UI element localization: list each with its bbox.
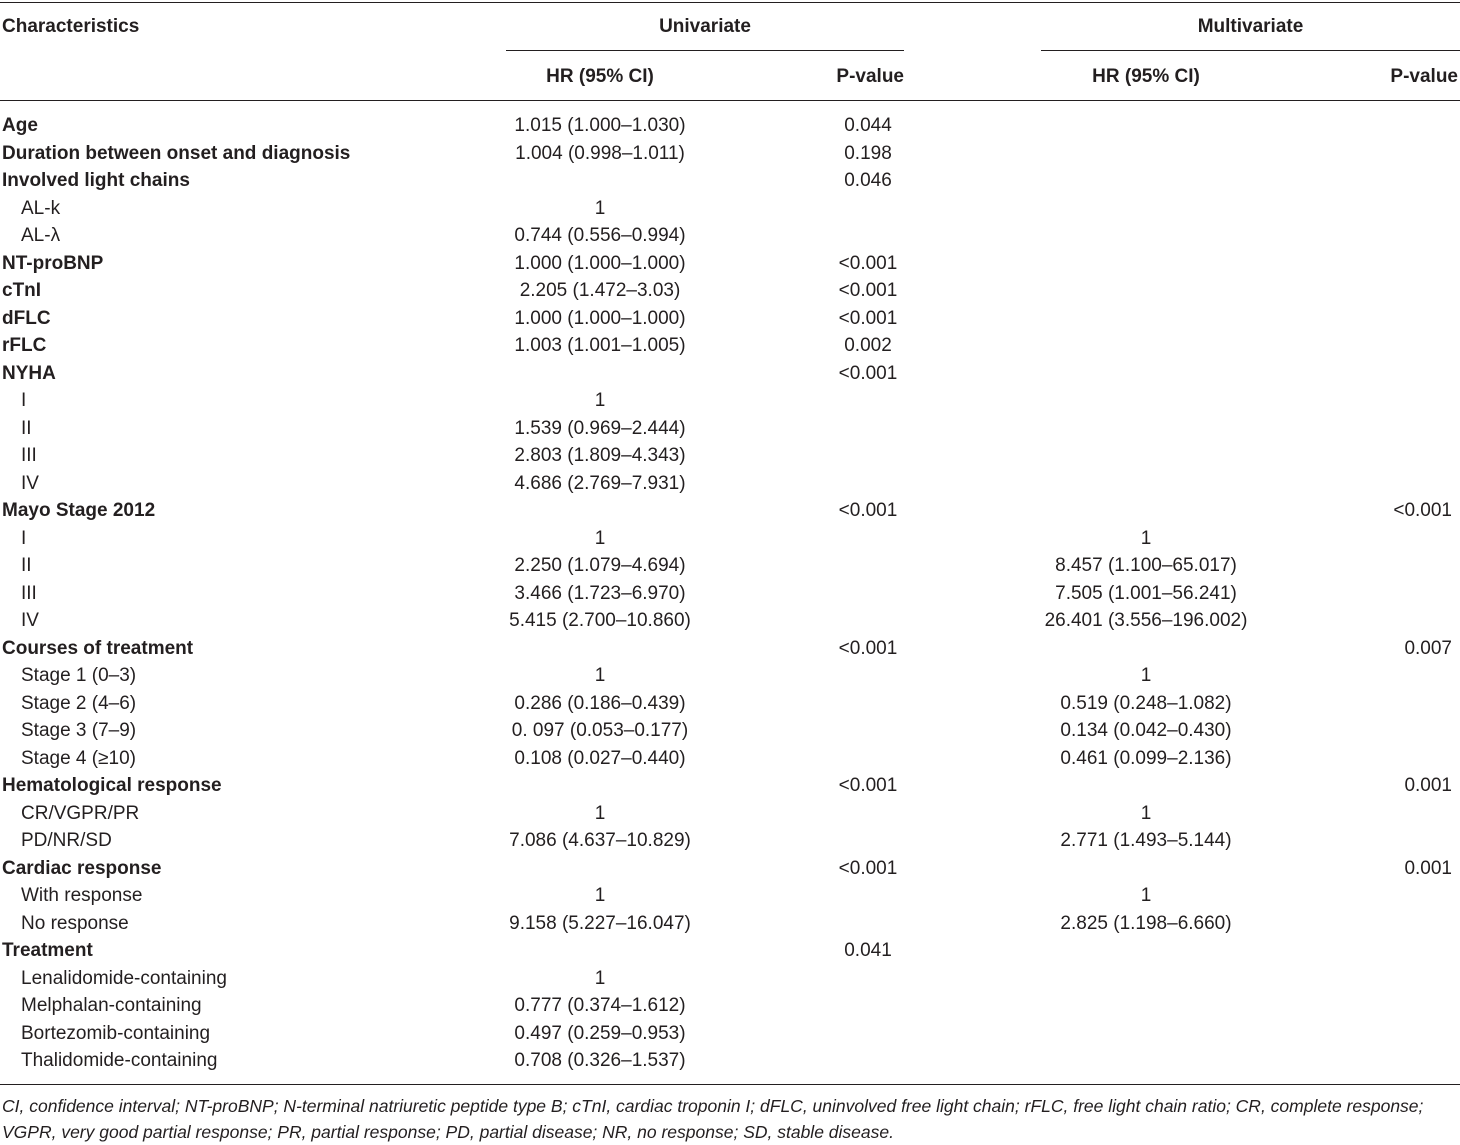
- row-label: With response: [21, 885, 143, 906]
- table-row: [0, 827, 1460, 855]
- table-row: [0, 195, 1460, 223]
- univariate-p-cell: 0.198: [844, 142, 892, 164]
- univariate-hr-cell: 1.000 (1.000–1.000): [514, 252, 686, 274]
- univariate-hr-cell: 5.415 (2.700–10.860): [509, 610, 691, 631]
- univariate-p-cell: <0.001: [838, 252, 898, 274]
- row-label: PD/NR/SD: [21, 830, 112, 851]
- table-row: [0, 1020, 1460, 1048]
- table-row: [0, 635, 1460, 663]
- univariate-hr-cell: 3.466 (1.723–6.970): [514, 582, 686, 604]
- multivariate-hr-cell: 0.134 (0.042–0.430): [1060, 720, 1232, 741]
- row-label: II: [21, 555, 32, 576]
- table-row: [0, 525, 1460, 553]
- univariate-hr-cell: 1.539 (0.969–2.444): [514, 417, 686, 439]
- univariate-p-cell: <0.001: [838, 307, 898, 329]
- table-row: [0, 442, 1460, 470]
- univariate-hr-cell: 0.286 (0.186–0.439): [514, 692, 686, 714]
- univariate-hr-cell: 1: [594, 967, 606, 989]
- table-row: [0, 332, 1460, 360]
- univariate-hr-cell: 0.777 (0.374–1.612): [514, 995, 686, 1016]
- univariate-p-cell: <0.001: [838, 280, 898, 301]
- table-row: [0, 800, 1460, 828]
- table-footnote: CI, confidence interval; NT-proBNP; N-terminal natriuretic peptide type B; cTnI, cardiac troponin I; dFLC, uninvolved free light chain; rFLC, free light chain ratio; CR, complete response; VGPR, very good partial response; PR, partial response; PD, partial disease; NR, no response; SD, stable disease.: [2, 1096, 1424, 1142]
- row-label: III: [21, 445, 37, 466]
- table-row: [0, 607, 1460, 635]
- univariate-hr-cell: 1.015 (1.000–1.030): [514, 115, 686, 136]
- univariate-hr-cell: 0.497 (0.259–0.953): [514, 1022, 686, 1044]
- row-label: I: [21, 527, 27, 549]
- univariate-hr-cell: 1: [594, 665, 606, 686]
- univariate-hr-cell: 0.708 (0.326–1.537): [514, 1050, 686, 1071]
- table-row: [0, 470, 1460, 498]
- row-label: Thalidomide-containing: [21, 1050, 218, 1071]
- row-label: Lenalidomide-containing: [21, 967, 227, 989]
- table-row: [0, 305, 1460, 333]
- univariate-hr-cell: 2.250 (1.079–4.694): [514, 555, 686, 576]
- univariate-hr-cell: 1: [594, 802, 606, 824]
- row-label: dFLC: [2, 307, 51, 329]
- univariate-hr-cell: 1.000 (1.000–1.000): [514, 307, 686, 329]
- table-row: [0, 112, 1460, 140]
- table-row: [0, 992, 1460, 1020]
- univariate-hr-cell: 0. 097 (0.053–0.177): [511, 720, 689, 741]
- univariate-hr-cell: 1: [594, 197, 606, 219]
- univariate-p-cell: <0.001: [838, 362, 898, 384]
- table-row: [0, 360, 1460, 388]
- multivariate-hr-cell: 0.461 (0.099–2.136): [1060, 747, 1232, 769]
- univariate-hr-cell: 4.686 (2.769–7.931): [514, 472, 686, 494]
- row-label: NT-proBNP: [2, 252, 104, 274]
- univariate-p-cell: <0.001: [838, 857, 898, 879]
- table-row: [0, 662, 1460, 690]
- multivariate-span-rule: [1041, 50, 1460, 51]
- row-label: CR/VGPR/PR: [21, 802, 140, 824]
- table-row: [0, 277, 1460, 305]
- row-label: Hematological response: [2, 775, 222, 796]
- header-multivariate: Multivariate: [1197, 16, 1304, 37]
- table-bottom-rule: [0, 1084, 1460, 1085]
- header-characteristics: Characteristics: [2, 16, 140, 37]
- header-multivariate-hr: HR (95% CI): [1092, 66, 1200, 87]
- univariate-hr-cell: 2.803 (1.809–4.343): [514, 445, 686, 466]
- multivariate-p-cell: 0.007: [1404, 637, 1452, 659]
- row-label: Duration between onset and diagnosis: [2, 142, 351, 164]
- univariate-p-cell: 0.041: [844, 940, 892, 961]
- row-label: II: [21, 417, 32, 439]
- table-row: [0, 222, 1460, 250]
- table-row: [0, 250, 1460, 278]
- header-multivariate-p: P-value: [1390, 66, 1458, 87]
- table-row: [0, 855, 1460, 883]
- table-row: [0, 772, 1460, 800]
- row-label: Stage 1 (0–3): [21, 665, 137, 686]
- univariate-hr-cell: 1.004 (0.998–1.011): [515, 142, 685, 164]
- multivariate-hr-cell: 1: [1140, 527, 1152, 549]
- row-label: I: [21, 390, 27, 411]
- univariate-hr-cell: 0.108 (0.027–0.440): [514, 747, 686, 769]
- multivariate-p-cell: <0.001: [1393, 500, 1452, 521]
- table-row: [0, 910, 1460, 938]
- table-row: [0, 497, 1460, 525]
- table-row: [0, 882, 1460, 910]
- univariate-p-cell: 0.046: [844, 170, 892, 191]
- row-label: cTnI: [2, 280, 42, 301]
- multivariate-hr-cell: 2.771 (1.493–5.144): [1060, 830, 1232, 851]
- univariate-p-cell: <0.001: [838, 637, 898, 659]
- univariate-p-cell: <0.001: [838, 775, 898, 796]
- row-label: Age: [2, 115, 38, 136]
- row-label: AL-λ: [21, 225, 61, 246]
- table-top-rule: [0, 2, 1460, 3]
- row-label: Stage 4 (≥10): [21, 747, 136, 769]
- table-row: [0, 717, 1460, 745]
- row-label: No response: [21, 912, 129, 934]
- table-row: [0, 580, 1460, 608]
- row-label: rFLC: [2, 335, 47, 356]
- multivariate-p-cell: 0.001: [1404, 857, 1452, 879]
- multivariate-hr-cell: 2.825 (1.198–6.660): [1060, 912, 1232, 934]
- univariate-p-cell: <0.001: [838, 500, 898, 521]
- table-row: [0, 552, 1460, 580]
- univariate-hr-cell: 7.086 (4.637–10.829): [509, 830, 691, 851]
- row-label: IV: [21, 472, 39, 494]
- table-row: [0, 415, 1460, 443]
- row-label: Stage 2 (4–6): [21, 692, 137, 714]
- header-bottom-rule: [0, 100, 1460, 101]
- multivariate-p-cell: 0.001: [1404, 775, 1452, 796]
- row-label: NYHA: [2, 362, 56, 384]
- multivariate-hr-cell: 1: [1140, 665, 1152, 686]
- row-label: Bortezomib-containing: [21, 1022, 211, 1044]
- univariate-hr-cell: 1: [594, 390, 606, 411]
- multivariate-hr-cell: 1: [1140, 802, 1152, 824]
- table-row: [0, 690, 1460, 718]
- row-label: Stage 3 (7–9): [21, 720, 137, 741]
- univariate-p-cell: 0.044: [844, 115, 892, 136]
- univariate-hr-cell: 2.205 (1.472–3.03): [519, 280, 681, 301]
- row-label: Melphalan-containing: [21, 995, 202, 1016]
- univariate-hr-cell: 9.158 (5.227–16.047): [509, 912, 691, 934]
- header-univariate-hr: HR (95% CI): [546, 66, 654, 87]
- univariate-hr-cell: 1.003 (1.001–1.005): [514, 335, 686, 356]
- header-univariate: Univariate: [659, 16, 751, 37]
- row-label: Treatment: [2, 940, 93, 961]
- univariate-hr-cell: 0.744 (0.556–0.994): [514, 225, 686, 246]
- table-row: [0, 745, 1460, 773]
- row-label: IV: [21, 610, 39, 631]
- univariate-span-rule: [506, 50, 904, 51]
- header-univariate-p: P-value: [836, 66, 904, 87]
- row-label: Mayo Stage 2012: [2, 500, 156, 521]
- row-label: AL-k: [21, 197, 61, 219]
- table-row: [0, 937, 1460, 965]
- row-label: Cardiac response: [2, 857, 162, 879]
- table-row: [0, 167, 1460, 195]
- row-label: III: [21, 582, 37, 604]
- univariate-p-cell: 0.002: [844, 335, 892, 356]
- table-row: [0, 140, 1460, 168]
- multivariate-hr-cell: 26.401 (3.556–196.002): [1044, 610, 1248, 631]
- univariate-hr-cell: 1: [594, 885, 606, 906]
- multivariate-hr-cell: 1: [1140, 885, 1152, 906]
- table-row: [0, 1047, 1460, 1075]
- row-label: Courses of treatment: [2, 637, 194, 659]
- table-row: [0, 965, 1460, 993]
- multivariate-hr-cell: 7.505 (1.001–56.241): [1055, 582, 1237, 604]
- table-row: [0, 387, 1460, 415]
- multivariate-hr-cell: 0.519 (0.248–1.082): [1060, 692, 1232, 714]
- row-label: Involved light chains: [2, 170, 190, 191]
- univariate-hr-cell: 1: [594, 527, 606, 549]
- multivariate-hr-cell: 8.457 (1.100–65.017): [1055, 555, 1237, 576]
